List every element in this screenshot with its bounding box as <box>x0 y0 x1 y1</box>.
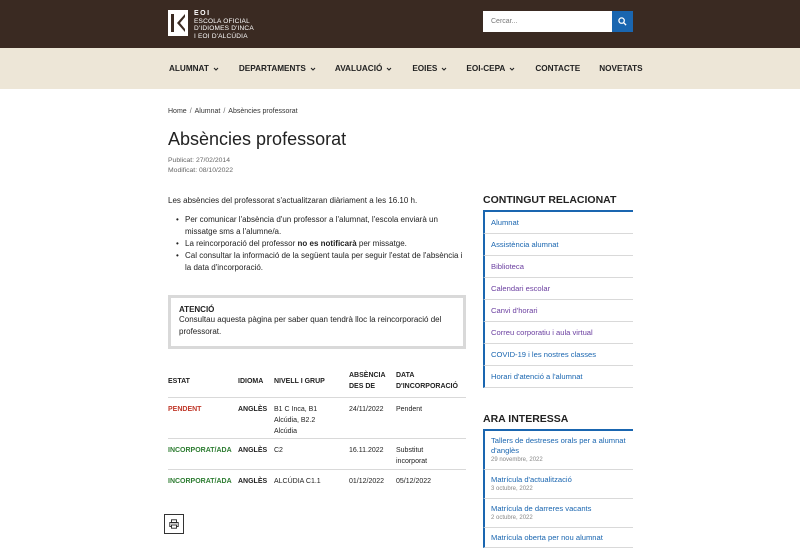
printer-icon <box>169 519 179 529</box>
search-box <box>483 11 633 32</box>
news-title: Tallers de destreses orals per a alumnat <box>491 436 626 445</box>
news-sidebar <box>483 413 633 548</box>
list-item <box>176 238 468 250</box>
logo-line: ESCOLA OFICIAL <box>194 17 250 25</box>
breadcrumb-separator: / <box>189 108 192 115</box>
breadcrumb-home-link[interactable]: Home <box>168 108 187 115</box>
table-row <box>168 470 466 492</box>
chevron-down-icon <box>310 66 316 72</box>
cell-line: B1 C Inca, B1 <box>274 406 318 413</box>
col-header-absencia <box>349 370 386 392</box>
cell-data: 05/12/2022 <box>396 478 432 485</box>
notice-title: ATENCIÓ <box>179 305 215 314</box>
logo-line: D'IDIOMES D'INCA <box>194 25 254 32</box>
search-button[interactable] <box>612 11 633 32</box>
cell-data: Pendent <box>396 406 423 413</box>
cell-line: Alcúdia <box>274 428 297 435</box>
related-link-calendari[interactable]: Calendari escolar <box>483 278 633 300</box>
related-content-sidebar <box>483 194 633 388</box>
news-title: Matrícula oberta per nou alumnat <box>491 533 603 542</box>
chevron-down-icon <box>441 66 447 72</box>
table-header <box>168 367 466 398</box>
attention-notice <box>168 295 466 349</box>
intro-text: Les absències del professorat s'actualitzaran diàriament a les 16.10 h. <box>168 196 418 205</box>
col-header-line: DATA <box>396 372 415 379</box>
chevron-down-icon <box>386 66 392 72</box>
news-title: Matrícula d'actualització <box>491 475 572 484</box>
breadcrumb-alumnat-link[interactable]: Alumnat <box>194 108 221 115</box>
cell-data <box>396 445 427 467</box>
related-link-assistencia[interactable]: Assistència alumnat <box>483 234 633 256</box>
site-logo[interactable] <box>168 10 254 40</box>
news-list <box>483 431 633 548</box>
cell-nivell: ALCÚDIA C1.1 <box>274 478 321 485</box>
modified-date: Modificat: 08/10/2022 <box>168 167 233 174</box>
cell-idioma: ANGLÈS <box>238 478 268 485</box>
logo-line: I EOI D'ALCÚDIA <box>194 32 248 40</box>
nav-item-avaluacio[interactable] <box>335 64 392 73</box>
cell-absencia: 16.11.2022 <box>349 447 384 454</box>
page-title: Absències professorat <box>168 129 347 149</box>
cell-nivell: C2 <box>274 447 283 454</box>
list-item: • Per comunicar l'absència d'un professor a l'alumnat, l'escola enviarà un missatge sms a l'alumne/a. <box>176 214 468 238</box>
nav-item-alumnat[interactable] <box>169 64 219 73</box>
logo-abbr: EOI <box>194 10 211 17</box>
col-header-data <box>396 370 458 392</box>
cell-estat: INCORPORAT/ADA <box>168 447 232 454</box>
cell-absencia: 01/12/2022 <box>349 478 385 485</box>
cell-line: incorporat <box>396 458 428 465</box>
logo-mark-icon <box>168 10 188 36</box>
news-item[interactable] <box>483 528 633 548</box>
cell-idioma: ANGLÈS <box>238 406 268 413</box>
notice-text: Consultau aquesta pàgina per saber quan tendrà lloc la reincorporació del professorat. <box>179 315 442 336</box>
search-icon <box>618 17 627 26</box>
related-link-alumnat[interactable]: Alumnat <box>483 212 633 234</box>
nav-item-eoi-cepa[interactable] <box>466 64 515 73</box>
nav-item-label: ALUMNAT <box>169 64 209 73</box>
search-input[interactable] <box>483 11 612 32</box>
cell-idioma: ANGLÈS <box>238 447 268 454</box>
nav-item-label: CONTACTE <box>535 64 581 73</box>
list-item-text: per missatge. <box>356 239 407 248</box>
breadcrumb <box>168 108 298 115</box>
news-date: 2 octubre, 2022 <box>491 515 533 521</box>
related-heading: CONTINGUT RELACIONAT <box>483 194 633 212</box>
nav-item-label: EOIES <box>412 64 438 73</box>
cell-nivell <box>274 404 317 437</box>
info-list <box>176 214 468 274</box>
news-heading: ARA INTERESSA <box>483 413 633 431</box>
absences-table <box>168 367 466 492</box>
table-row <box>168 398 466 439</box>
list-item-text: La reincorporació del professor <box>185 239 298 248</box>
news-item[interactable] <box>483 431 633 470</box>
cell-absencia: 24/11/2022 <box>349 406 384 413</box>
top-bar <box>0 0 800 48</box>
main-nav <box>169 48 643 89</box>
logo-text <box>194 10 254 40</box>
table-row <box>168 439 466 470</box>
nav-item-contacte[interactable] <box>535 64 580 73</box>
post-meta <box>168 156 233 176</box>
nav-item-label: DEPARTAMENTS <box>238 64 306 73</box>
published-date: Publicat: 27/02/2014 <box>168 157 230 164</box>
col-header-line: ABSÈNCIA <box>349 372 386 379</box>
nav-item-label: NOVETATS <box>599 64 643 73</box>
nav-item-label: AVALUACIÓ <box>334 64 383 73</box>
breadcrumb-current: Absències professorat <box>228 108 298 115</box>
list-item: • Cal consultar la informació de la següent taula per seguir l'estat de l'absència i la data d'incorporació. <box>176 250 468 274</box>
breadcrumb-separator: / <box>223 108 226 115</box>
news-date: 29 novembre, 2022 <box>491 457 543 463</box>
list-item-bold-text: no es notificarà <box>297 239 357 248</box>
col-header-nivell: NIVELL I GRUP <box>274 378 325 385</box>
cell-line: Substitut <box>396 447 424 454</box>
related-list <box>483 212 633 388</box>
news-item[interactable] <box>483 499 633 528</box>
nav-item-eoies[interactable] <box>412 64 447 73</box>
col-header-line: DES DE <box>349 383 376 390</box>
print-button[interactable] <box>164 514 184 534</box>
nav-item-novetats[interactable] <box>599 64 642 73</box>
nav-item-departaments[interactable] <box>239 64 316 73</box>
news-date: 3 octubre, 2022 <box>491 486 533 492</box>
cell-line: Alcúdia, B2.2 <box>274 417 316 424</box>
chevron-down-icon <box>213 66 219 72</box>
cell-estat: PENDENT <box>168 406 202 413</box>
news-item[interactable] <box>483 470 633 499</box>
related-link-horari-atencio[interactable]: Horari d'atenció a l'alumnat <box>483 366 633 388</box>
chevron-down-icon <box>509 66 515 72</box>
col-header-idioma: IDIOMA <box>238 378 264 385</box>
news-title: d'anglès <box>491 446 520 455</box>
cell-estat: INCORPORAT/ADA <box>168 478 232 485</box>
news-title: Matrícula de darreres vacants <box>491 504 592 513</box>
nav-item-label: EOI-CEPA <box>466 64 506 73</box>
col-header-estat: ESTAT <box>168 378 190 385</box>
related-link-canvi-horari[interactable]: Canvi d'horari <box>483 300 633 322</box>
col-header-line: D'INCORPORACIÓ <box>396 383 458 390</box>
main-nav-bar <box>0 48 800 89</box>
related-link-covid[interactable]: COVID-19 i les nostres classes <box>483 344 633 366</box>
related-link-biblioteca[interactable]: Biblioteca <box>483 256 633 278</box>
related-link-correu[interactable]: Correu corporatiu i aula virtual <box>483 322 633 344</box>
